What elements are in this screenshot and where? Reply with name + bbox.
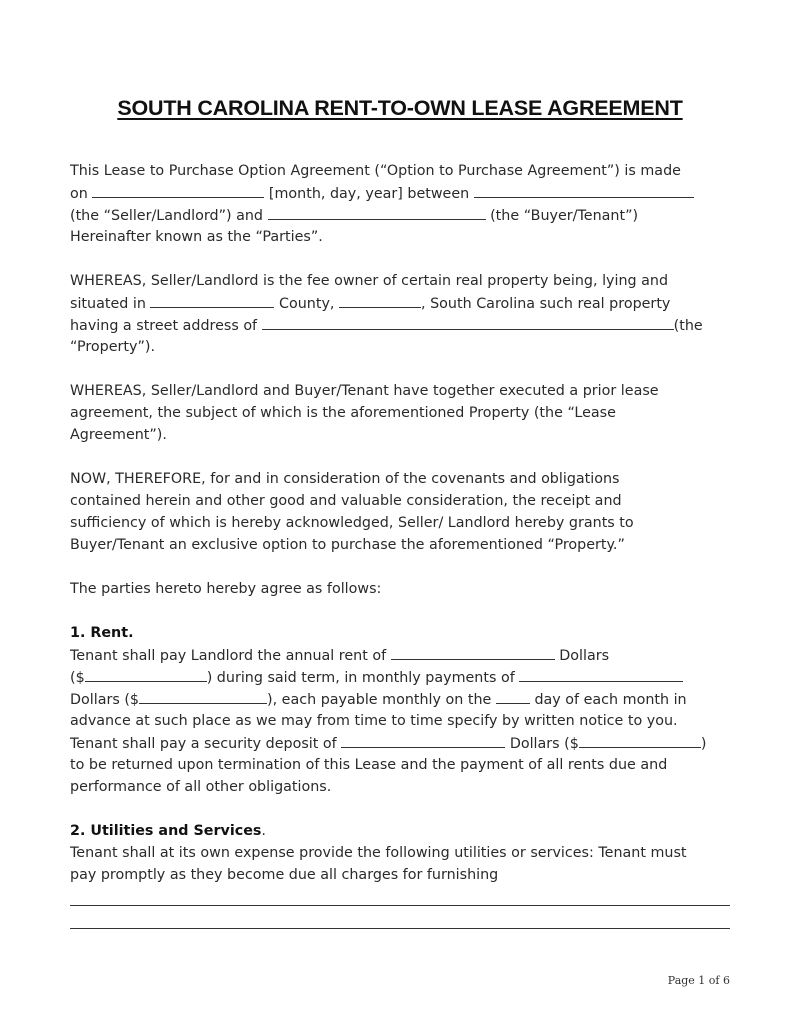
- payment-day-blank[interactable]: [496, 688, 530, 704]
- text-fragment: (the “Seller/Landlord”) and: [70, 208, 264, 224]
- text-fragment: Dollars: [559, 648, 610, 664]
- text-line: Agreement”).: [70, 427, 167, 443]
- utilities-section: [70, 820, 730, 886]
- location-blank[interactable]: [150, 292, 274, 308]
- text-line: [70, 182, 730, 204]
- section-heading: 2. Utilities and Services: [70, 823, 262, 839]
- utilities-blank-line-2[interactable]: [70, 928, 730, 929]
- text-fragment: ) during said term, in monthly payments of: [206, 670, 515, 686]
- text-line: [70, 204, 730, 226]
- parties-paragraph: [70, 160, 730, 248]
- page-number: Page 1 of 6: [667, 974, 730, 987]
- rent-section: [70, 622, 730, 798]
- street-address-blank[interactable]: [262, 314, 674, 330]
- text-line: [70, 314, 730, 336]
- seller-name-blank[interactable]: [474, 182, 694, 198]
- buyer-name-blank[interactable]: [268, 204, 486, 220]
- annual-rent-blank[interactable]: [391, 644, 555, 660]
- security-deposit-amount-blank[interactable]: [579, 732, 701, 748]
- monthly-payment-blank[interactable]: [519, 666, 683, 682]
- text-line: This Lease to Purchase Option Agreement (“Option to Purchase Agreement”) is made: [70, 163, 681, 179]
- text-fragment: on: [70, 186, 88, 202]
- text-fragment: Dollars ($: [509, 736, 579, 752]
- whereas-lease-paragraph: [70, 380, 730, 446]
- text-fragment: [month, day, year] between: [268, 186, 470, 202]
- text-fragment: County,: [279, 296, 335, 312]
- text-line: WHEREAS, Seller/Landlord and Buyer/Tenant have together executed a prior lease: [70, 383, 659, 399]
- text-line: NOW, THEREFORE, for and in consideration of the covenants and obligations: [70, 471, 620, 487]
- text-fragment: , South Carolina such real property: [421, 296, 671, 312]
- text-line: Tenant shall at its own expense provide the following utilities or services: Tenant must: [70, 845, 687, 861]
- text-fragment: day of each month in: [534, 692, 687, 708]
- text-fragment: ), each payable monthly on the: [267, 692, 492, 708]
- document-title: SOUTH CAROLINA RENT-TO-OWN LEASE AGREEMENT: [117, 96, 683, 120]
- text-line: pay promptly as they become due all charges for furnishing: [70, 867, 499, 883]
- text-line: sufficiency of which is hereby acknowledged, Seller/ Landlord hereby grants to: [70, 515, 634, 531]
- whereas-property-paragraph: [70, 270, 730, 358]
- section-heading-line: [70, 820, 730, 842]
- date-blank[interactable]: [92, 182, 264, 198]
- county-blank[interactable]: [339, 292, 421, 308]
- section-heading: 1. Rent.: [70, 625, 134, 641]
- text-line: “Property”).: [70, 339, 155, 355]
- text-fragment: (the “Buyer/Tenant”): [490, 208, 639, 224]
- annual-rent-amount-blank[interactable]: [85, 666, 207, 682]
- text-fragment: ): [700, 736, 707, 752]
- text-line: performance of all other obligations.: [70, 779, 332, 795]
- text-line: [70, 644, 730, 666]
- text-line: WHEREAS, Seller/Landlord is the fee owner of certain real property being, lying and: [70, 273, 669, 289]
- text-fragment: Tenant shall pay a security deposit of: [70, 736, 337, 752]
- text-fragment: situated in: [70, 296, 146, 312]
- text-fragment: (the: [673, 318, 703, 334]
- text-line: agreement, the subject of which is the aforementioned Property (the “Lease: [70, 405, 616, 421]
- text-line: [70, 666, 730, 688]
- text-line: [70, 688, 730, 710]
- text-line: to be returned upon termination of this Lease and the payment of all rents due and: [70, 757, 668, 773]
- utilities-blank-line-1[interactable]: [70, 905, 730, 906]
- text-fragment: having a street address of: [70, 318, 258, 334]
- text-line: [70, 732, 730, 754]
- text-line: contained herein and other good and valuable consideration, the receipt and: [70, 493, 622, 509]
- now-therefore-paragraph: [70, 468, 730, 556]
- security-deposit-blank[interactable]: [341, 732, 505, 748]
- text-line: Buyer/Tenant an exclusive option to purchase the aforementioned “Property.”: [70, 537, 625, 553]
- monthly-amount-blank[interactable]: [139, 688, 267, 704]
- text-line: Hereinafter known as the “Parties”.: [70, 229, 323, 245]
- heading-period: .: [261, 823, 266, 839]
- text-line: The parties hereto hereby agree as follows:: [70, 581, 382, 597]
- text-fragment: Tenant shall pay Landlord the annual rent of: [70, 648, 387, 664]
- text-fragment: ($: [70, 670, 85, 686]
- text-line: advance at such place as we may from time to time specify by written notice to you.: [70, 713, 678, 729]
- text-fragment: Dollars ($: [70, 692, 140, 708]
- document-body: [70, 160, 730, 908]
- text-line: [70, 292, 730, 314]
- agreement-intro: [70, 578, 730, 600]
